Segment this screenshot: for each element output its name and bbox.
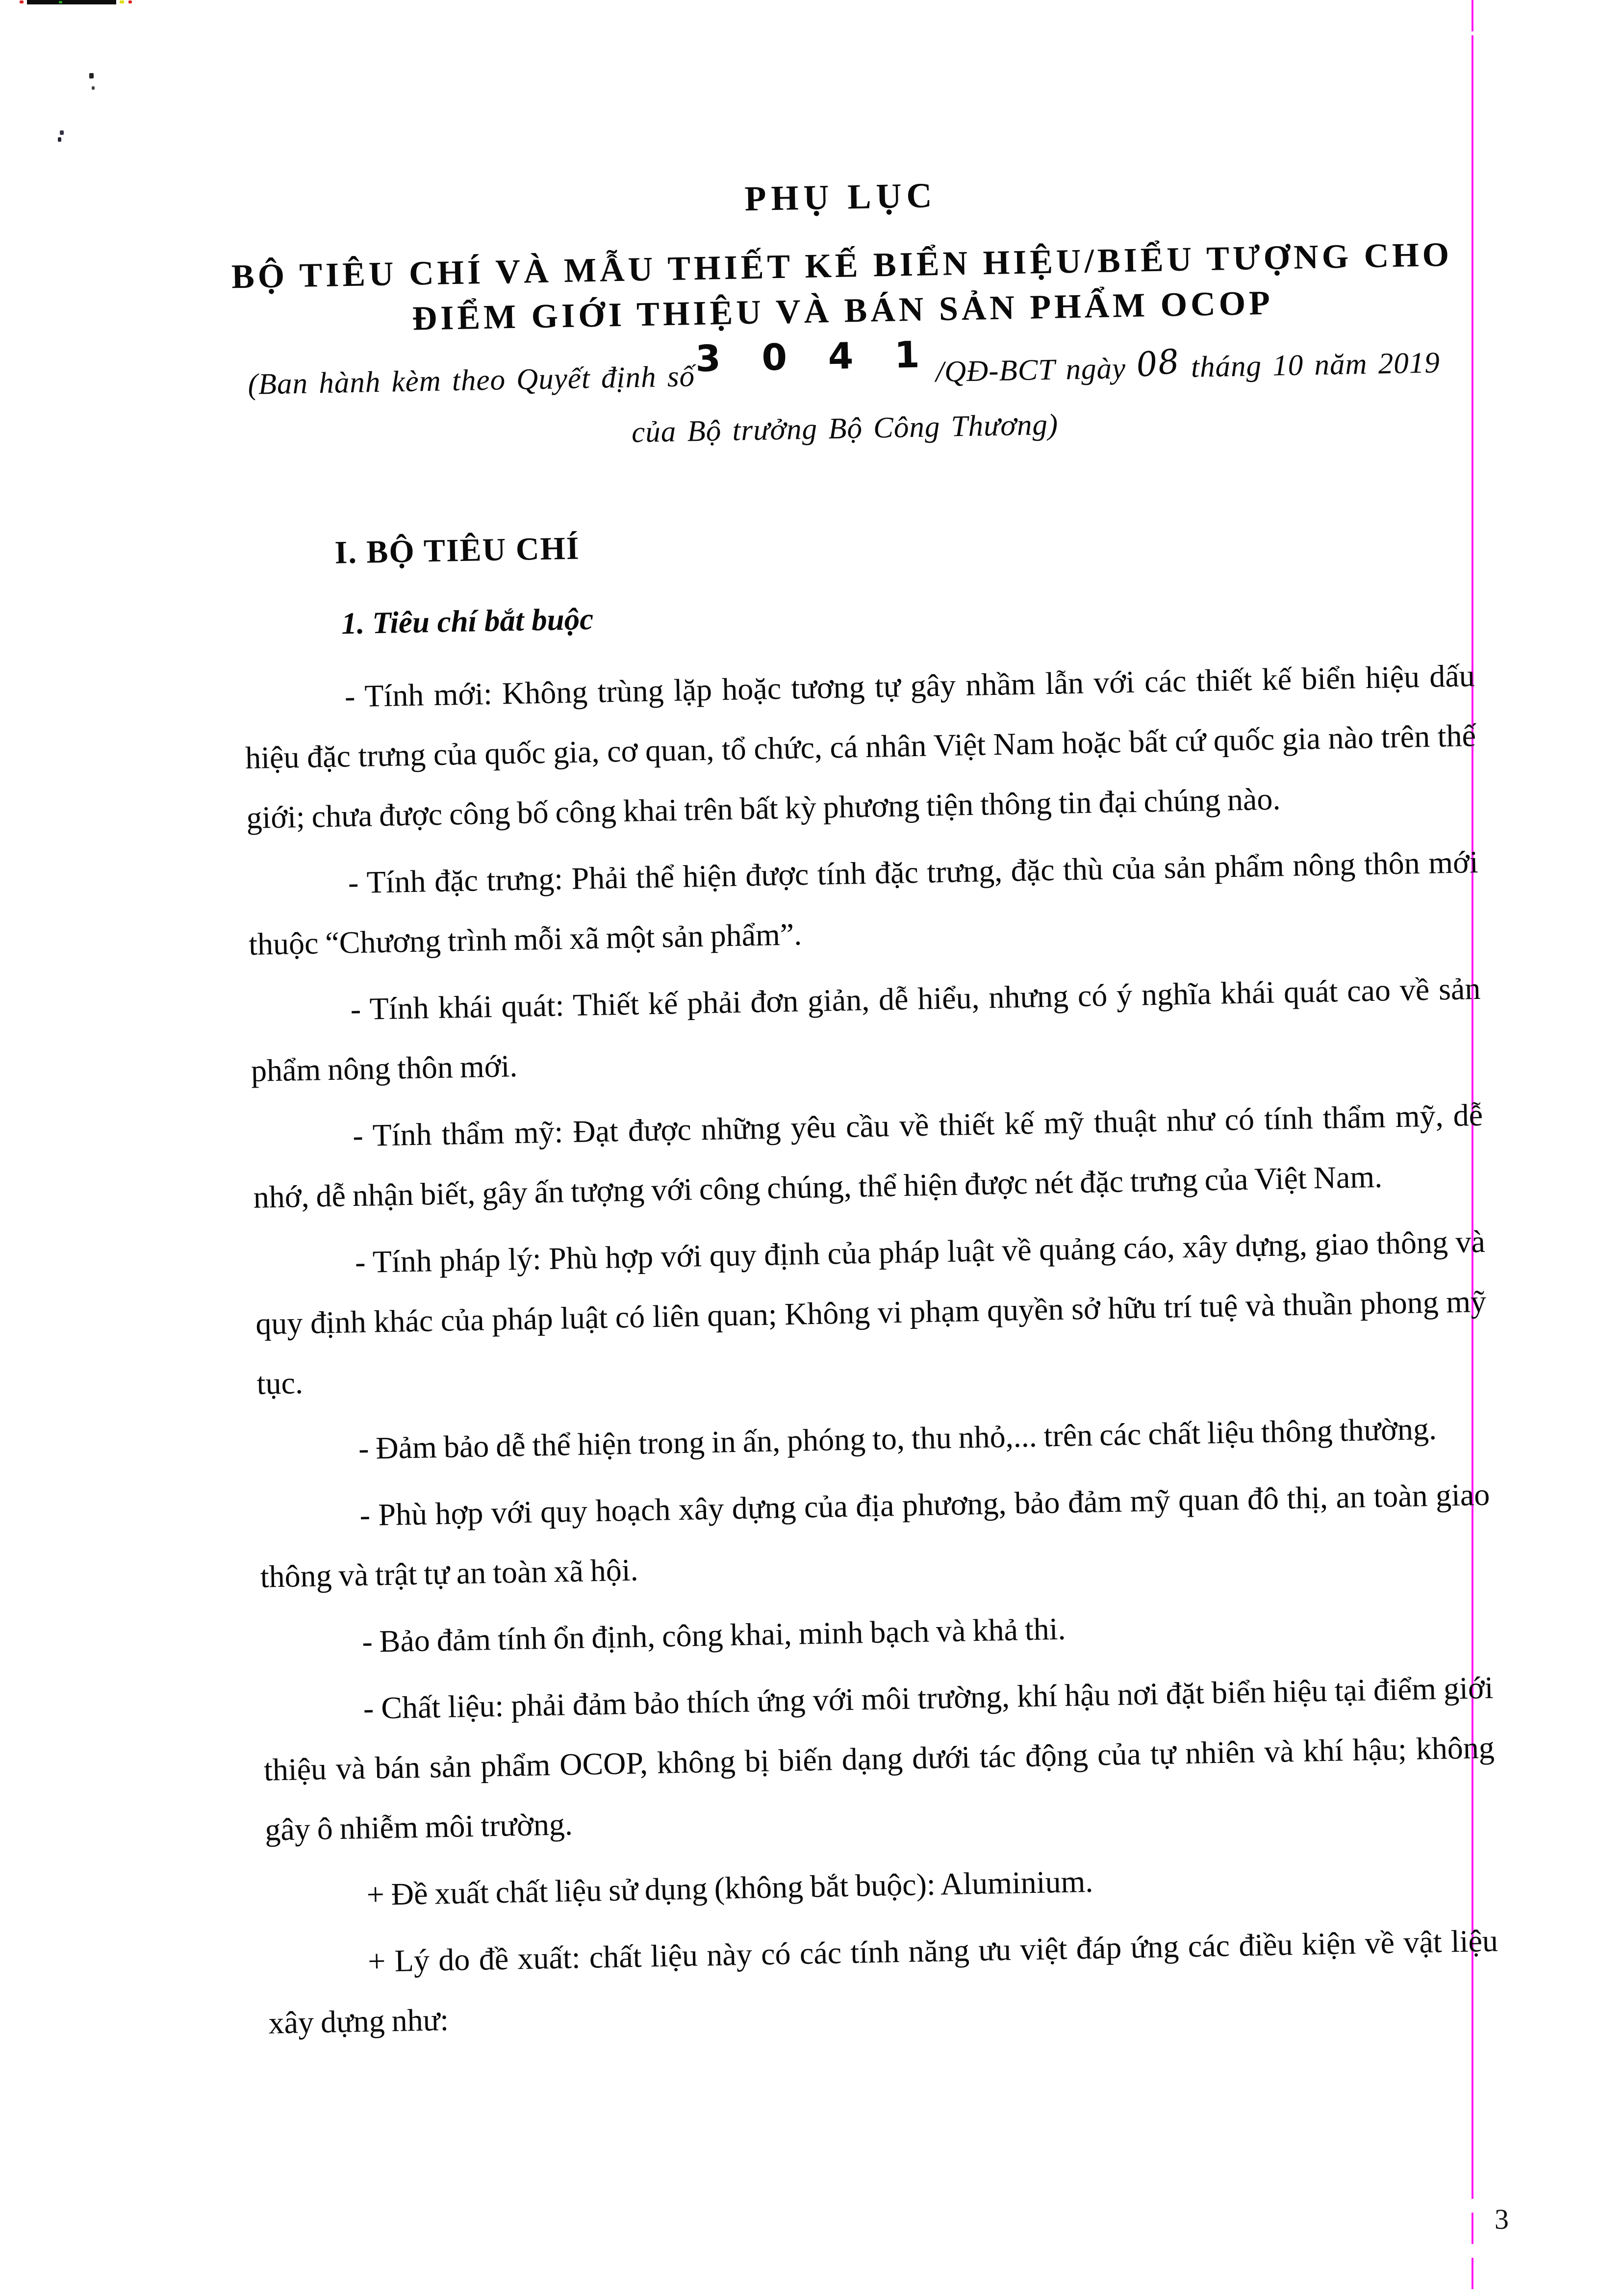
appendix-title: PHỤ LỤC <box>744 176 938 219</box>
paragraph-tinh-dac-trung: - Tính đặc trưng: Phải thể hiện được tính đặc trưng, đặc thù của sản phẩm nông thôn mới thuộc “Chương trình mỗi xã một sản phẩm”. <box>248 844 1479 962</box>
issuance-middle: /QĐ-BCT ngày <box>935 352 1126 389</box>
scan-noise-speck <box>120 0 124 3</box>
document-title <box>214 232 1471 345</box>
paragraph-tinh-tham-my: - Tính thẩm mỹ: Đạt được những yêu cầu về thiết kế mỹ thuật như có tính thẩm mỹ, dễ nhớ, dễ nhận biết, gây ấn tượng với công chúng, thể hiện được nét đặc trưng của Việt Nam. <box>253 1097 1483 1215</box>
scan-noise-speck <box>128 0 132 3</box>
scan-noise-speck <box>20 0 24 3</box>
issuance-prefix: (Ban hành kèm theo Quyết định số <box>247 360 695 401</box>
issuance-line2: của Bộ trưởng Bộ Công Thương) <box>631 408 1059 449</box>
subsection-heading: 1. Tiêu chí bắt buộc <box>341 601 594 641</box>
paragraph-chat-lieu: - Chất liệu: phải đảm bảo thích ứng với môi trường, khí hậu nơi đặt biển hiệu tại điểm giới thiệu và bán sản phẩm OCOP, không bị biến dạng dưới tác động của tự nhiên và khí hậu; không gây ô nhiễm môi trường. <box>263 1670 1495 1847</box>
paragraph-tinh-phap-ly: - Tính pháp lý: Phù hợp với quy định của pháp luật về quảng cáo, xây dựng, giao thông và quy định khác của pháp luật có liên quan; Không vi phạm quyền sở hữu trí tuệ và thuần phong mỹ tục. <box>255 1223 1487 1401</box>
document-title-line1: BỘ TIÊU CHÍ VÀ MẪU THIẾT KẾ BIỂN HIỆU/BIỂU TƯỢNG CHO <box>231 235 1453 296</box>
issuance-note <box>216 332 1473 468</box>
paragraph-tinh-moi: - Tính mới: Không trùng lặp hoặc tương tự gây nhầm lẫn với các thiết kế biển hiệu dấu hiệu đặc trưng của quốc gia, cơ quan, tổ chức, cá nhân Việt Nam hoặc bất cứ quốc gia nào trên thế giới; chưa được công bố công khai trên bất kỳ phương tiện thông tin đại chúng nào. <box>245 658 1476 836</box>
section-heading: I. BỘ TIÊU CHÍ <box>334 530 581 571</box>
paragraph-tinh-khai-quat: - Tính khái quát: Thiết kế phải đơn giản, dễ hiểu, nhưng có ý nghĩa khái quát cao về sản phẩm nông thôn mới. <box>251 970 1481 1088</box>
scan-edge-artifact <box>27 0 116 4</box>
paragraph-dam-bao-in-an: - Đảm bảo dễ thể hiện trong in ấn, phóng to, thu nhỏ,... trên các chất liệu thông thường. <box>358 1411 1437 1466</box>
issuance-suffix: tháng 10 năm 2019 <box>1191 346 1441 384</box>
body-text <box>244 646 1500 2060</box>
handwritten-day: 08 <box>1134 342 1182 385</box>
paragraph-bao-dam-on-dinh: - Bảo đảm tính ổn định, công khai, minh bạch và khả thi. <box>361 1611 1066 1659</box>
paragraph-de-xuat-chat-lieu: + Đề xuất chất liệu sử dụng (không bắt buộc): Aluminium. <box>366 1863 1093 1912</box>
paragraph-ly-do-de-xuat: + Lý do đề xuất: chất liệu này có các tính năng ưu việt đáp ứng các điều kiện về vật liệu xây dựng như: <box>268 1923 1498 2040</box>
scan-noise-speck <box>59 1 62 3</box>
page-number: 3 <box>1495 2203 1509 2235</box>
document-title-line2: ĐIỂM GIỚI THIỆU VÀ BÁN SẢN PHẨM OCOP <box>411 284 1274 338</box>
paragraph-phu-hop-quy-hoach: - Phù hợp với quy hoạch xây dựng của địa phương, bảo đảm mỹ quan đô thị, an toàn giao thông và trật tự an toàn xã hội. <box>260 1477 1490 1594</box>
stamped-decision-number: 3 0 4 1 <box>695 333 933 381</box>
